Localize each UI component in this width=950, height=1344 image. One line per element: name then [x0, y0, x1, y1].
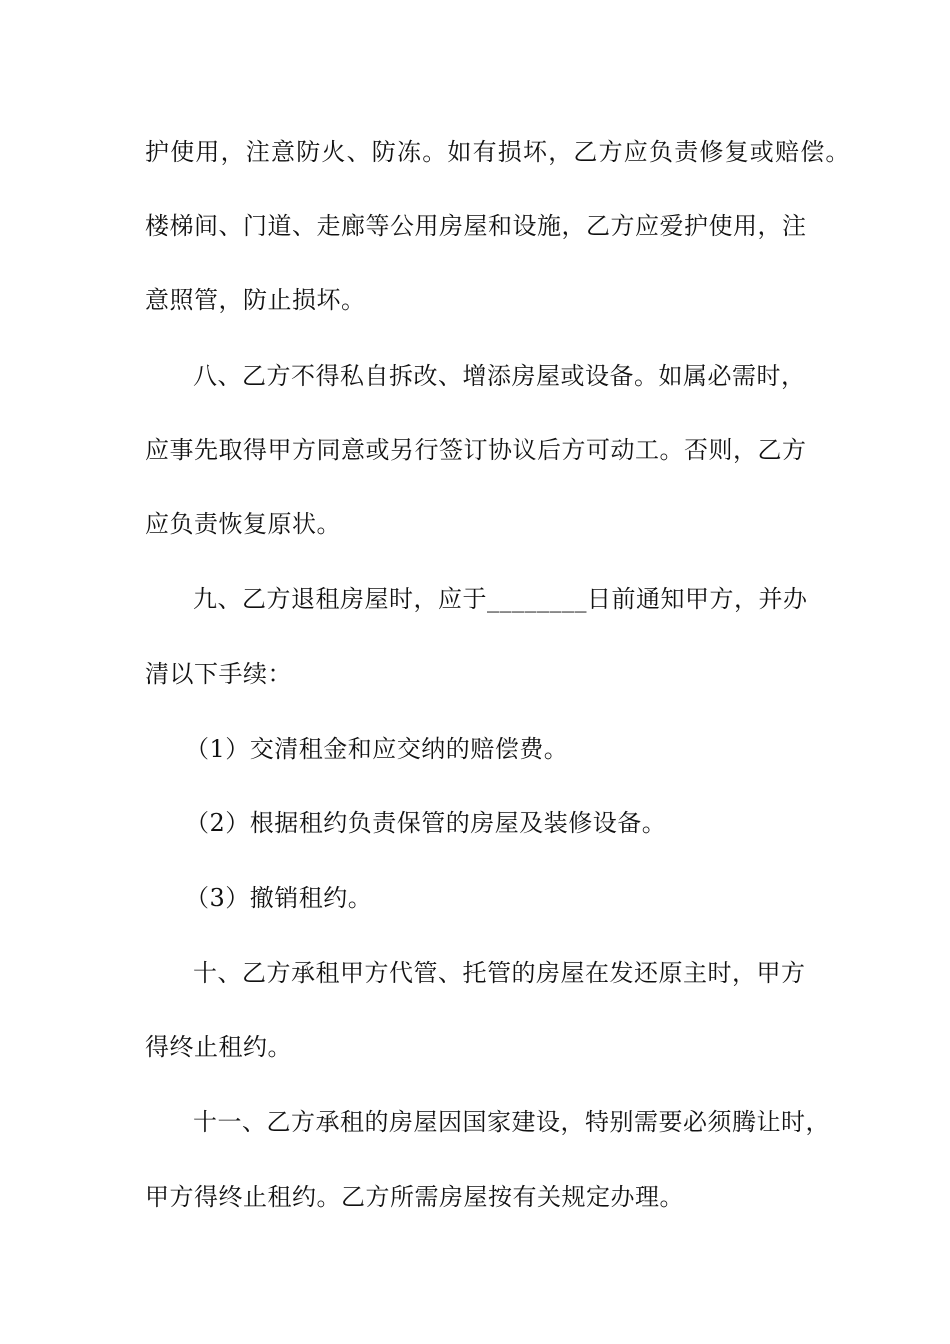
text-line: 意照管，防止损坏。 [145, 286, 366, 314]
text-line: 十、乙方承租甲方代管、托管的房屋在发还原主时，甲方 [193, 959, 806, 987]
text-line: 应负责恢复原状。 [145, 510, 341, 538]
text-line: 楼梯间、门道、走廊等公用房屋和设施，乙方应爱护使用，注 [145, 212, 807, 240]
text-line: 十一、乙方承租的房屋因国家建设，特别需要必须腾让时， [193, 1108, 830, 1136]
text-line: 应事先取得甲方同意或另行签订协议后方可动工。否则，乙方 [145, 436, 807, 464]
list-item: （3）撤销租约。 [185, 884, 373, 912]
text-line: 九、乙方退租房屋时，应于________日前通知甲方，并办 [193, 585, 808, 613]
text-line: 护使用，注意防火、防冻。如有损坏，乙方应负责修复或赔偿。 [145, 138, 851, 166]
text-line: 清以下手续： [145, 660, 292, 688]
list-item: （2）根据租约负责保管的房屋及装修设备。 [185, 809, 667, 837]
text-line: 得终止租约。 [145, 1033, 292, 1061]
text-line: 甲方得终止租约。乙方所需房屋按有关规定办理。 [145, 1183, 684, 1211]
list-item: （1）交清租金和应交纳的赔偿费。 [185, 735, 569, 763]
text-line: 八、乙方不得私自拆改、增添房屋或设备。如属必需时， [193, 362, 806, 390]
